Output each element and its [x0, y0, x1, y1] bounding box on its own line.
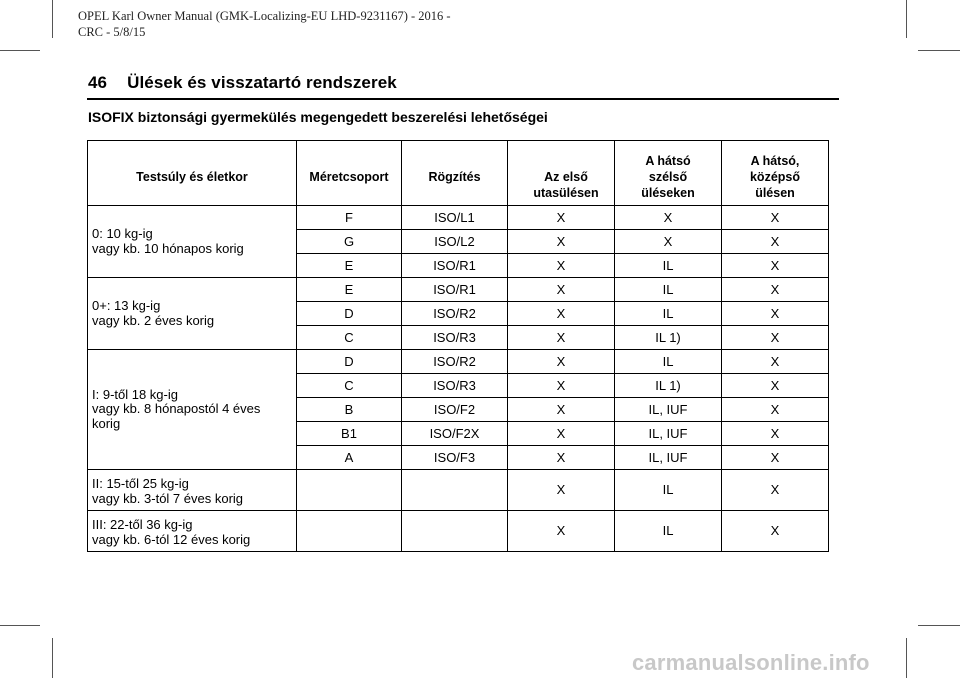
size-cell: D — [297, 302, 402, 326]
category-cell: I: 9-től 18 kg-ig vagy kb. 8 hónapostól 4 éves korig — [88, 350, 297, 470]
rear-center-cell: X — [722, 278, 829, 302]
size-cell: E — [297, 254, 402, 278]
size-cell — [297, 470, 402, 511]
fixture-cell: ISO/F3 — [402, 446, 508, 470]
rear-center-cell: X — [722, 350, 829, 374]
front-cell: X — [508, 254, 615, 278]
rear-center-cell: X — [722, 398, 829, 422]
table-header-row — [88, 141, 829, 206]
front-cell: X — [508, 302, 615, 326]
rear-outer-cell: IL 1) — [615, 326, 722, 350]
rear-center-cell: X — [722, 470, 829, 511]
header-rear-outer-seats: A hátsó szélső üléseken — [615, 141, 722, 206]
category-cell: 0: 10 kg-ig vagy kb. 10 hónapos korig — [88, 206, 297, 278]
crop-mark — [52, 638, 53, 678]
crop-mark — [0, 50, 40, 51]
page-number: 46 — [88, 73, 108, 92]
header-fixture: Rögzítés — [402, 141, 508, 206]
rear-center-cell: X — [722, 230, 829, 254]
fixture-cell: ISO/R2 — [402, 302, 508, 326]
rear-outer-cell: IL, IUF — [615, 398, 722, 422]
crop-mark — [906, 638, 907, 678]
size-cell: G — [297, 230, 402, 254]
front-cell: X — [508, 422, 615, 446]
rear-center-cell: X — [722, 446, 829, 470]
rear-center-cell: X — [722, 422, 829, 446]
rear-outer-cell: IL, IUF — [615, 422, 722, 446]
rear-outer-cell: IL, IUF — [615, 446, 722, 470]
size-cell: E — [297, 278, 402, 302]
category-cell: III: 22-től 36 kg-ig vagy kb. 6-tól 12 éves korig — [88, 511, 297, 552]
section-heading: ISOFIX biztonsági gyermekülés megengedett beszerelési lehetőségei — [88, 109, 548, 125]
table-row — [88, 278, 829, 302]
rear-center-cell: X — [722, 206, 829, 230]
fixture-cell: ISO/R1 — [402, 278, 508, 302]
fixture-cell — [402, 470, 508, 511]
fixture-cell: ISO/R3 — [402, 374, 508, 398]
category-cell: 0+: 13 kg-ig vagy kb. 2 éves korig — [88, 278, 297, 350]
header-front-seat: Az első utasülésen — [508, 141, 615, 206]
size-cell: B1 — [297, 422, 402, 446]
rear-center-cell: X — [722, 254, 829, 278]
size-cell: B — [297, 398, 402, 422]
rear-outer-cell: X — [615, 230, 722, 254]
header-rear-center-seat: A hátsó, középső ülésen — [722, 141, 829, 206]
table-row — [88, 206, 829, 230]
rear-outer-cell: IL 1) — [615, 374, 722, 398]
isofix-table — [87, 140, 829, 552]
rear-outer-cell: IL — [615, 254, 722, 278]
size-cell: D — [297, 350, 402, 374]
front-cell: X — [508, 206, 615, 230]
size-cell: A — [297, 446, 402, 470]
size-cell: C — [297, 326, 402, 350]
crop-mark — [906, 0, 907, 38]
rear-outer-cell: IL — [615, 302, 722, 326]
fixture-cell: ISO/F2X — [402, 422, 508, 446]
crop-mark — [52, 0, 53, 38]
size-cell: F — [297, 206, 402, 230]
rear-outer-cell: IL — [615, 350, 722, 374]
rear-outer-cell: IL — [615, 278, 722, 302]
category-cell: II: 15-től 25 kg-ig vagy kb. 3-tól 7 éves korig — [88, 470, 297, 511]
front-cell: X — [508, 326, 615, 350]
front-cell: X — [508, 511, 615, 552]
document-meta-header: OPEL Karl Owner Manual (GMK-Localizing-EU LHD-9231167) - 2016 - CRC - 5/8/15 — [78, 9, 451, 39]
rear-outer-cell: X — [615, 206, 722, 230]
fixture-cell: ISO/L1 — [402, 206, 508, 230]
chapter-title: Ülések és visszatartó rendszerek — [127, 73, 397, 92]
table-row — [88, 511, 829, 552]
rear-center-cell: X — [722, 511, 829, 552]
size-cell: C — [297, 374, 402, 398]
rear-outer-cell: IL — [615, 470, 722, 511]
title-divider — [87, 98, 839, 100]
header-size-class: Méretcsoport — [297, 141, 402, 206]
crop-mark — [918, 625, 960, 626]
fixture-cell: ISO/R3 — [402, 326, 508, 350]
front-cell: X — [508, 446, 615, 470]
front-cell: X — [508, 398, 615, 422]
fixture-cell: ISO/R1 — [402, 254, 508, 278]
rear-center-cell: X — [722, 374, 829, 398]
fixture-cell: ISO/R2 — [402, 350, 508, 374]
front-cell: X — [508, 230, 615, 254]
front-cell: X — [508, 350, 615, 374]
page-title — [88, 73, 397, 93]
front-cell: X — [508, 470, 615, 511]
size-cell — [297, 511, 402, 552]
rear-outer-cell: IL — [615, 511, 722, 552]
fixture-cell — [402, 511, 508, 552]
front-cell: X — [508, 278, 615, 302]
watermark-text: carmanualsonline.info — [632, 650, 870, 675]
fixture-cell: ISO/L2 — [402, 230, 508, 254]
crop-mark — [918, 50, 960, 51]
crop-mark — [0, 625, 40, 626]
rear-center-cell: X — [722, 326, 829, 350]
table-row — [88, 350, 829, 374]
front-cell: X — [508, 374, 615, 398]
header-weight-age: Testsúly és életkor — [88, 141, 297, 206]
table-row — [88, 470, 829, 511]
fixture-cell: ISO/F2 — [402, 398, 508, 422]
rear-center-cell: X — [722, 302, 829, 326]
